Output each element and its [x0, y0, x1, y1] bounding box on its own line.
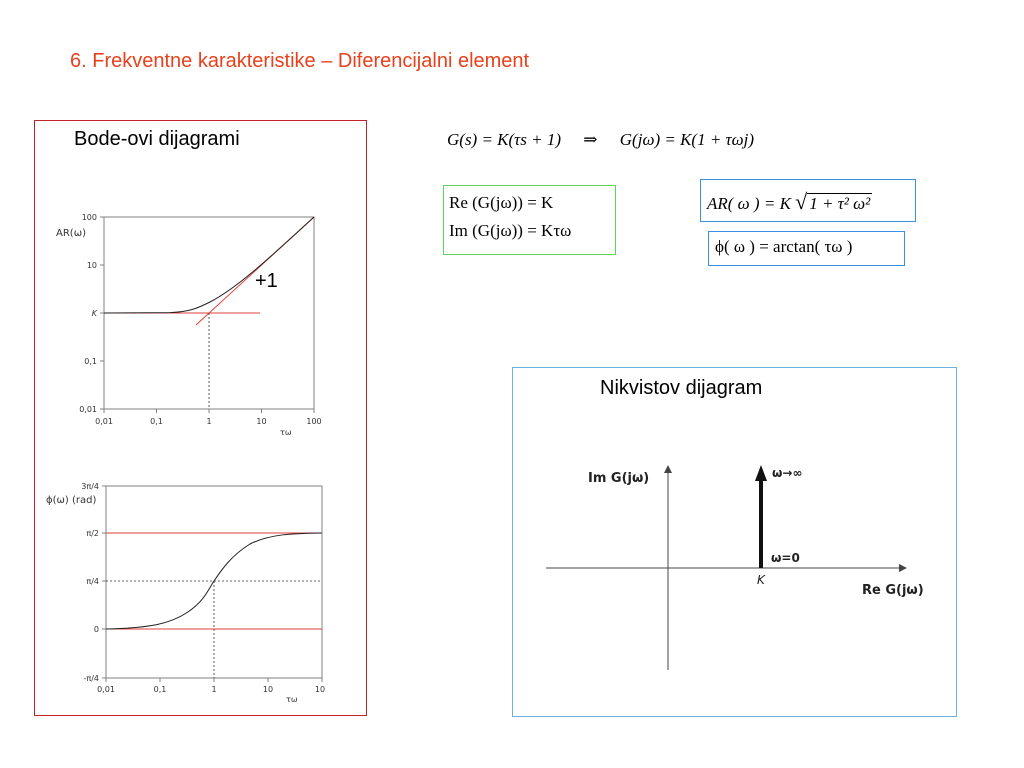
mag-xlabel: τω	[280, 428, 292, 437]
imag-part: Im (G(jω)) = Kτω	[449, 221, 572, 240]
nyquist-title: Nikvistov dijagram	[600, 377, 763, 399]
frequency-response: G(jω) = K(1 + τωj)	[619, 130, 755, 149]
mag-ytick-10: 10	[86, 261, 97, 270]
mag-xtick-10: 10	[256, 417, 267, 426]
mag-ytick-0-1: 0,1	[84, 357, 97, 366]
magnitude-x-tickmarks	[104, 409, 314, 413]
ar-radicand: 1 + τ² ω²	[809, 194, 871, 213]
nyquist-re-label: Re G(jω)	[862, 583, 924, 598]
nyquist-im-label: Im G(jω)	[588, 471, 650, 486]
phase-xtick-10b: 10	[314, 685, 326, 694]
nyquist-zero-label: ω=0	[771, 551, 800, 565]
bode-title: Bode-ovi dijagrami	[74, 128, 240, 150]
slide-title: 6. Frekventne karakteristike – Diferencijalni element	[70, 50, 530, 72]
phi-box	[708, 231, 905, 266]
phase-ylabel: ϕ(ω) (rad)	[46, 495, 97, 506]
mag-curve	[104, 217, 314, 313]
mag-ytick-100: 100	[81, 213, 97, 222]
phase-y-tickmarks	[102, 486, 106, 678]
phase-plot	[40, 478, 340, 708]
mag-xtick-100: 100	[306, 417, 322, 426]
mag-ytick-0-01: 0,01	[79, 405, 97, 414]
phase-ytick-pi4: π/4	[86, 577, 99, 586]
equation-line	[447, 130, 754, 150]
magnitude-plot	[40, 205, 340, 445]
sqrt-symbol: √	[795, 189, 808, 214]
phase-xtick-0-01: 0,01	[97, 685, 115, 694]
mag-ylabel: AR(ω)	[56, 228, 86, 239]
nyquist-plot	[540, 455, 940, 675]
mag-xtick-0-1: 0,1	[150, 417, 163, 426]
ar-lhs: AR( ω ) = K	[707, 194, 791, 213]
phase-formula: ϕ( ω ) = arctan( τω )	[715, 237, 853, 256]
nyquist-k-label: K	[757, 573, 765, 587]
nyquist-inf-label: ω→∞	[772, 466, 803, 480]
phase-ytick-pi2: π/2	[86, 529, 99, 538]
real-part: Re (G(jω)) = K	[449, 193, 554, 212]
phase-ytick-0: 0	[93, 625, 99, 634]
phase-xlabel: τω	[286, 695, 298, 704]
transfer-function: G(s) = K(τs + 1)	[447, 130, 562, 149]
phase-xtick-1: 1	[211, 685, 217, 694]
phase-xtick-10: 10	[262, 685, 274, 694]
phase-x-tickmarks	[106, 678, 322, 682]
implies-symbol: ⇒	[583, 130, 598, 149]
phase-ytick-minus-pi4: -π/4	[83, 674, 99, 683]
phase-xtick-0-1: 0,1	[153, 685, 167, 694]
mag-xtick-0-01: 0,01	[95, 417, 113, 426]
mag-ytick-k: K	[91, 309, 97, 318]
re-im-box	[443, 185, 616, 255]
magnitude-y-tickmarks	[100, 217, 104, 409]
nyquist-locus-arrowhead	[755, 465, 767, 481]
phase-ytick-3pi4: 3π/4	[81, 482, 99, 491]
mag-xtick-1: 1	[206, 417, 212, 426]
ar-box	[700, 179, 916, 222]
slope-label: +1	[255, 270, 278, 292]
